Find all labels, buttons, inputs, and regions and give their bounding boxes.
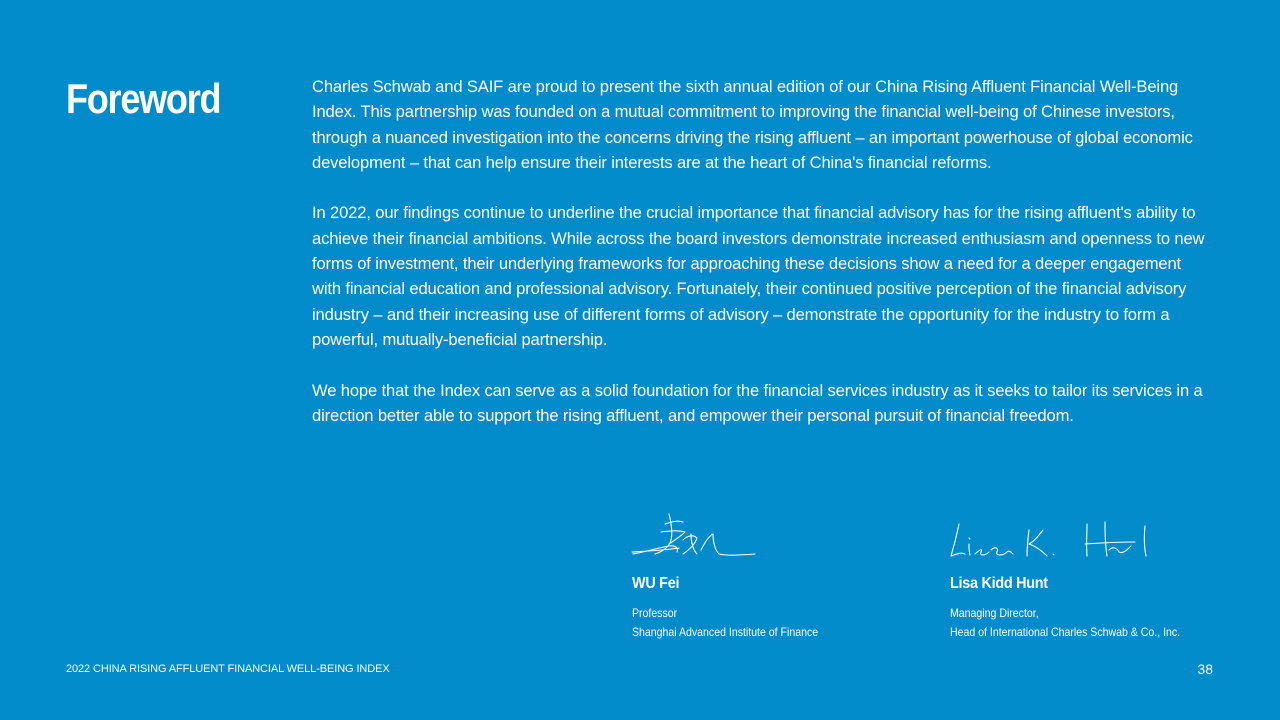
report-title-footer: 2022 CHINA RISING AFFLUENT FINANCIAL WELL-BEING INDEX (66, 663, 390, 675)
signatory-organization: Shanghai Advanced Institute of Finance (632, 624, 819, 639)
paragraph-findings: In 2022, our findings continue to underline the crucial importance that financial advisory has for the rising affluent's ability to achieve their financial ambitions. While across the board investors demonstrate increased enthusiasm and openness to new forms of investment, their underlying frameworks for approaching these decisions show a need for a deeper engagement with financial education and professional advisory. Fortunately, their continued positive perception of the financial advisory industry – and their increasing use of different forms of advisory – demonstrate the opportunity for the industry to form a powerful, mutually-beneficial partnership. (312, 203, 1205, 349)
signatory-wu-fei (631, 510, 931, 639)
signatory-organization: Head of International Charles Schwab & Co., Inc. (950, 624, 1181, 639)
paragraph-intro: Charles Schwab and SAIF are proud to present the sixth annual edition of our China Rising Affluent Financial Well-Being Index. This partnership was founded on a mutual commitment to improving the financial well-being of Chinese investors, through a nuanced investigation into the concerns driving the rising affluent – an important powerhouse of global economic development – that can help ensure their interests are at the heart of China's financial reforms. (312, 77, 1193, 172)
page-number: 38 (1197, 661, 1213, 677)
signatory-title: Managing Director, (950, 606, 1039, 620)
signature-lisa-kidd-hunt-icon (949, 510, 1159, 562)
foreword-body (312, 74, 1212, 453)
signatory-role (950, 604, 1180, 641)
signatory-lisa-kidd-hunt (949, 510, 1249, 639)
signatory-role (632, 604, 818, 641)
signatory-name: WU Fei (632, 575, 680, 592)
signatory-name: Lisa Kidd Hunt (950, 575, 1048, 592)
paragraph-closing: We hope that the Index can serve as a solid foundation for the financial services industry as it seeks to tailor its services in a direction better able to support the rising affluent, and empower their personal pursuit of financial freedom. (312, 380, 1203, 425)
page-title: Foreword (66, 75, 221, 122)
signature-wu-fei-icon (631, 510, 761, 562)
signatory-title: Professor (632, 606, 678, 620)
